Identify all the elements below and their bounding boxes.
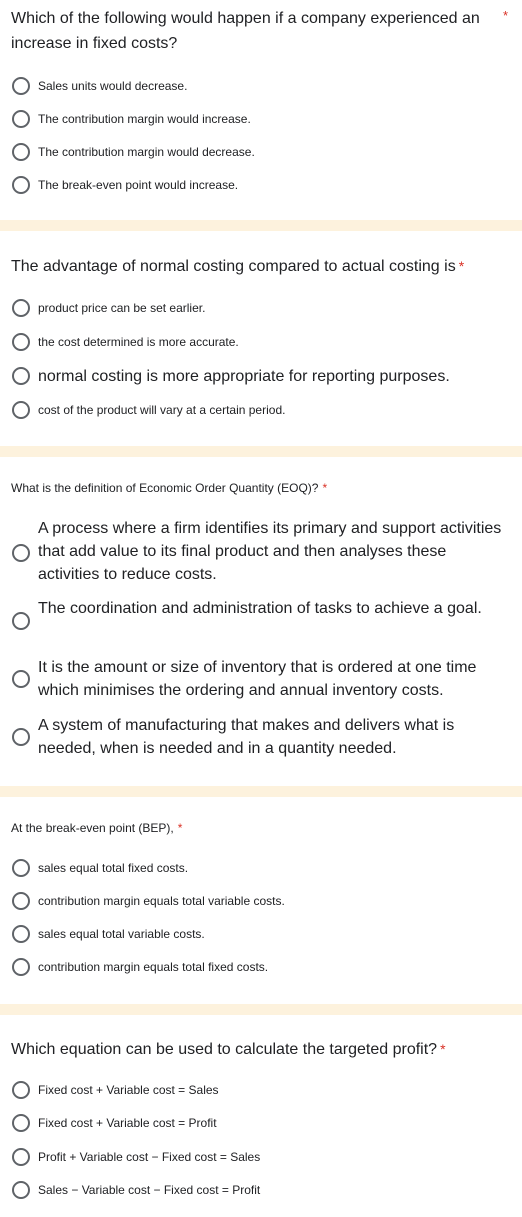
- radio-button[interactable]: [12, 1114, 30, 1132]
- option-label: A system of manufacturing that makes and delivers what is needed, when is needed and in a quantity needed.: [38, 717, 455, 757]
- radio-button[interactable]: [12, 1081, 30, 1099]
- question-card-5: [0, 1015, 522, 1217]
- radio-button[interactable]: [12, 401, 30, 419]
- question-title: Which equation can be used to calculate the targeted profit? *: [11, 1041, 446, 1058]
- question-card-1: [0, 0, 522, 220]
- option-label: sales equal total fixed costs.: [38, 861, 189, 875]
- radio-button[interactable]: [12, 333, 30, 351]
- radio-button[interactable]: [12, 670, 30, 688]
- option-label: The coordination and administration of tasks to achieve a goal.: [38, 600, 482, 617]
- radio-option[interactable]: [0, 1113, 522, 1133]
- section-separator: [0, 786, 522, 797]
- radio-option[interactable]: [0, 858, 522, 878]
- question-title: The advantage of normal costing compared to actual costing is *: [11, 258, 465, 275]
- option-label: contribution margin equals total fixed costs.: [38, 960, 269, 974]
- radio-option[interactable]: [0, 891, 522, 911]
- section-separator: [0, 220, 522, 231]
- radio-option[interactable]: [0, 365, 522, 387]
- question-card-2: [0, 231, 522, 446]
- radio-button[interactable]: [12, 1148, 30, 1166]
- radio-option[interactable]: [0, 175, 522, 195]
- radio-button[interactable]: [12, 1181, 30, 1199]
- required-asterisk: *: [322, 481, 328, 495]
- radio-option[interactable]: [0, 1147, 522, 1167]
- option-label: normal costing is more appropriate for reporting purposes.: [38, 368, 450, 385]
- radio-option[interactable]: [0, 1180, 522, 1200]
- option-label: A process where a firm identifies its primary and support activities that add value to its final product and then analyses these activities to reduce costs.: [38, 520, 502, 583]
- required-asterisk: *: [440, 1041, 446, 1057]
- radio-button[interactable]: [12, 892, 30, 910]
- option-label: contribution margin equals total variable costs.: [38, 894, 285, 908]
- radio-option[interactable]: [0, 1080, 522, 1100]
- question-card-4: [0, 797, 522, 1004]
- radio-option[interactable]: [0, 298, 522, 318]
- radio-option[interactable]: [0, 142, 522, 162]
- radio-option[interactable]: [0, 332, 522, 352]
- option-label: sales equal total variable costs.: [38, 927, 205, 941]
- option-label: Sales − Variable cost − Fixed cost = Profit: [38, 1183, 261, 1197]
- option-label: cost of the product will vary at a certain period.: [38, 403, 286, 417]
- required-asterisk: *: [502, 8, 508, 23]
- radio-button[interactable]: [12, 299, 30, 317]
- radio-button[interactable]: [12, 612, 30, 630]
- radio-option[interactable]: [0, 597, 522, 645]
- option-label: Fixed cost + Variable cost = Profit: [38, 1116, 217, 1130]
- option-label: It is the amount or size of inventory that is ordered at one time which minimises the ordering and annual inventory costs.: [38, 659, 477, 699]
- required-asterisk: *: [458, 258, 465, 274]
- radio-option[interactable]: [0, 656, 522, 704]
- radio-option[interactable]: [0, 957, 522, 977]
- option-label: product price can be set earlier.: [38, 301, 206, 315]
- radio-option[interactable]: [0, 924, 522, 944]
- radio-button[interactable]: [12, 728, 30, 746]
- section-separator: [0, 446, 522, 457]
- option-label: The contribution margin would decrease.: [38, 145, 255, 159]
- radio-button[interactable]: [12, 143, 30, 161]
- radio-button[interactable]: [12, 176, 30, 194]
- question-title: Which of the following would happen if a company experienced an increase in fixed costs? *: [11, 8, 508, 52]
- section-separator: [0, 1004, 522, 1015]
- radio-button[interactable]: [12, 859, 30, 877]
- radio-option[interactable]: [0, 109, 522, 129]
- radio-option[interactable]: [0, 714, 522, 762]
- radio-button[interactable]: [12, 544, 30, 562]
- question-title: What is the definition of Economic Order Quantity (EOQ)? *: [11, 481, 328, 495]
- radio-button[interactable]: [12, 958, 30, 976]
- option-label: Fixed cost + Variable cost = Sales: [38, 1083, 219, 1097]
- option-label: The contribution margin would increase.: [38, 112, 251, 126]
- required-asterisk: *: [177, 821, 183, 835]
- question-title: At the break-even point (BEP), *: [11, 821, 183, 835]
- question-card-3: [0, 457, 522, 786]
- radio-button[interactable]: [12, 110, 30, 128]
- radio-button[interactable]: [12, 367, 30, 385]
- radio-option[interactable]: [0, 400, 522, 420]
- option-label: the cost determined is more accurate.: [38, 335, 239, 349]
- option-label: The break-even point would increase.: [38, 178, 239, 192]
- radio-button[interactable]: [12, 925, 30, 943]
- radio-option[interactable]: [0, 76, 522, 96]
- radio-button[interactable]: [12, 77, 30, 95]
- radio-option[interactable]: [0, 517, 522, 589]
- option-label: Sales units would decrease.: [38, 79, 188, 93]
- option-label: Profit + Variable cost − Fixed cost = Sales: [38, 1150, 261, 1164]
